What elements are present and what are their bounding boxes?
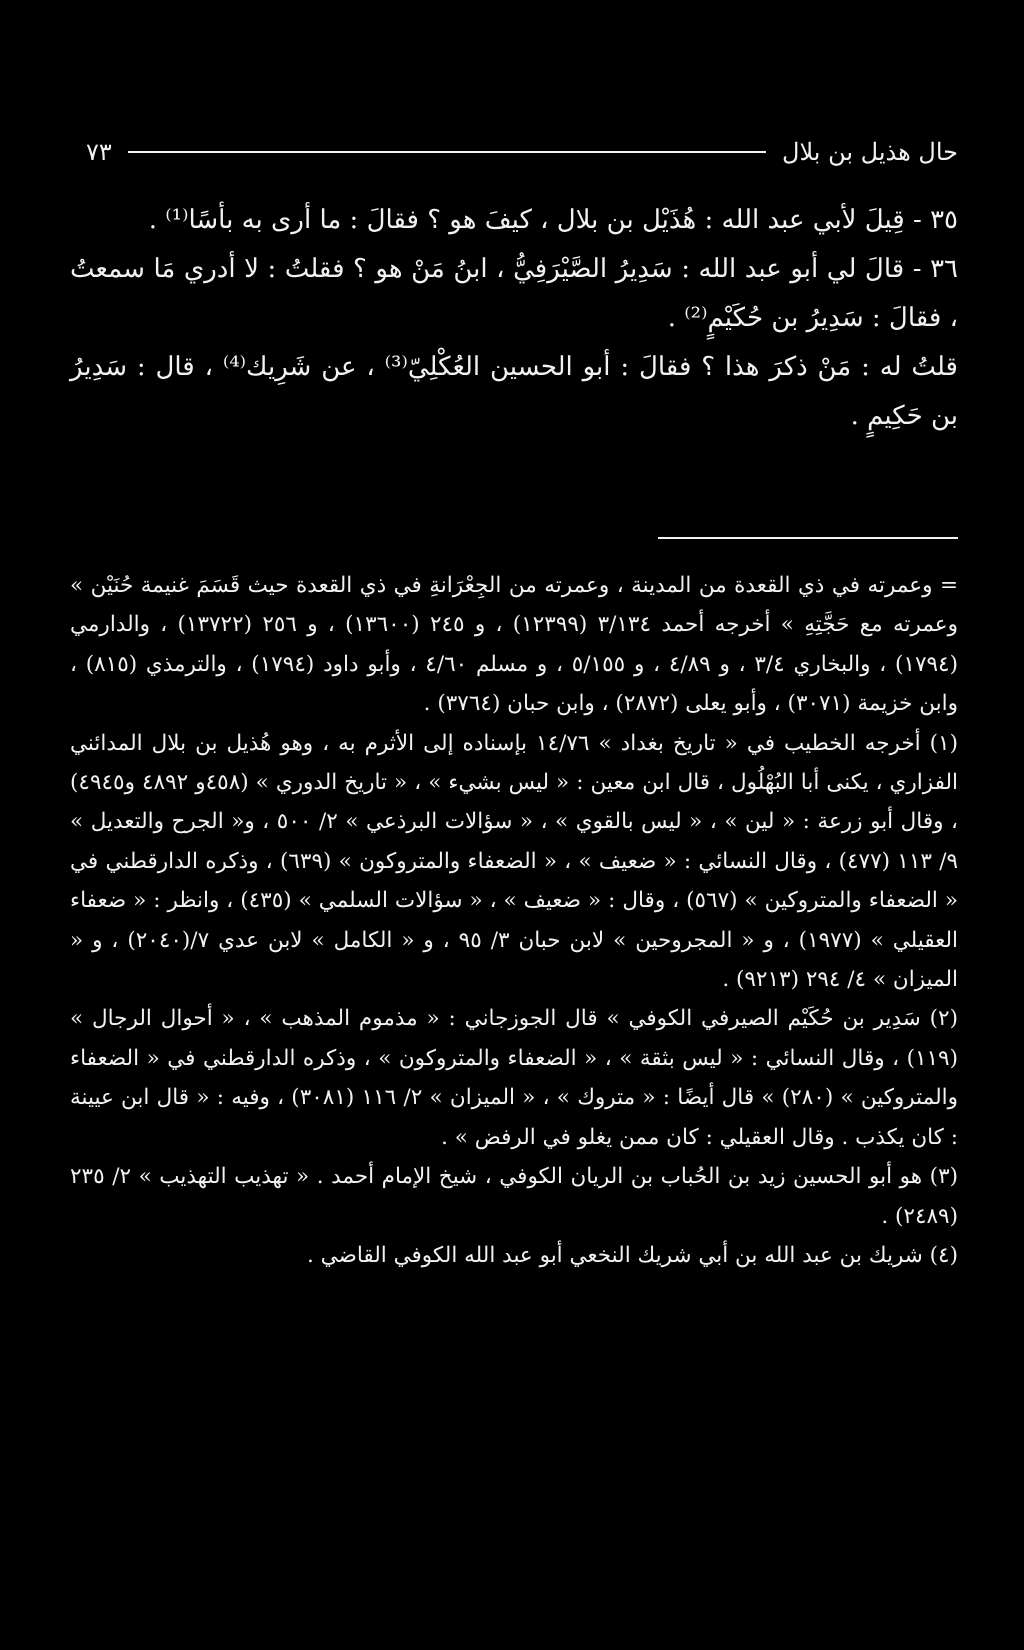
footnote-3: (٣) هو أبو الحسين زيد بن الحُباب بن الريان الكوفي ، شيخ الإمام أحمد . « تهذيب التهذيب » ٢/ ٢٣٥ (٢٤٨٩) . xyxy=(70,1164,959,1229)
footnote-4: (٤) شريك بن عبد الله بن أبي شريك النخعي أبو عبد الله الكوفي القاضي . xyxy=(306,1242,958,1268)
narration-36-continuation: قلتُ له : مَنْ ذكرَ هذا ؟ فقالَ : أبو الحسين العُكْلِيّ⁽³⁾ ، عن شَرِيك⁽⁴⁾ ، قال : سَدِيرُ بن حَكِيمٍ . xyxy=(70,352,958,431)
page-header xyxy=(86,138,958,166)
running-title: حال هذيل بن بلال xyxy=(782,138,958,166)
narration-36: ٣٦ - قالَ لي أبو عبد الله : سَدِيرُ الصَّيْرَفِيُّ ، ابنُ مَنْ هو ؟ فقلتُ : لا أدري مَا سمعتُ ، فقالَ : سَدِيرُ بن حُكَيْمٍ⁽²⁾ . xyxy=(70,254,958,333)
footnote-continued: = وعمرته في ذي القعدة من المدينة ، وعمرته من الجِعْرَانةِ في ذي القعدة حيث قَسَمَ غنيمة حُنَيْن » وعمرته مع حَجَّتِهِ » أخرجه أحمد ٣/١٣٤ (١٢٣٩٩) ، و ٢٤٥ (١٣٦٠٠) ، و ٢٥٦ (١٣٧٢٢) ، والدارمي (١٧٩٤) ، والبخاري ٣/٤ ، و ٤/٨٩ ، و ٥/١٥٥ ، و مسلم ٤/٦٠ ، وأبو داود (١٧٩٤) ، والترمذي (٨١٥) ، وابن خزيمة (٣٠٧١) ، وأبو يعلى (٢٨٧٢) ، وابن حبان (٣٧٦٤) . xyxy=(70,573,958,717)
footnote-divider xyxy=(658,537,958,539)
narration-35: ٣٥ - قِيلَ لأبي عبد الله : هُذَيْل بن بلال ، كيفَ هو ؟ فقالَ : ما أرى به بأسًا⁽¹⁾ . xyxy=(148,205,958,235)
footnote-1: (١) أخرجه الخطيب في « تاريخ بغداد » ١٤/٧٦ بإسناده إلى الأثرم به ، وهو هُذيل بن بلال المدائني الفزاري ، يكنى أبا البُهْلُول ، قال ابن معين : « ليس بشيء » ، « تاريخ الدوري » (٤٥٨و ٤٨٩٢ و٤٩٤٥) ، وقال أبو زرعة : « لين » ، « ليس بالقوي » ، « سؤالات البرذعي » ٢/ ٥٠٠ ، و« الجرح والتعديل » ٩/ ١١٣ (٤٧٧) ، وقال النسائي : « ضعيف » ، « الضعفاء والمتروكون » (٦٣٩) ، وذكره الدارقطني في « الضعفاء والمتروكين » (٥٦٧) ، وقال : « ضعيف » ، « سؤالات السلمي » (٤٣٥) ، وانظر : « ضعفاء العقيلي » (١٩٧٧) ، و « المجروحين » لابن حبان ٣/ ٩٥ ، و « الكامل » لابن عدي ٧/(٢٠٤٠) ، و « الميزان » ٤/ ٢٩٤ (٩٢١٣) . xyxy=(70,730,959,993)
main-text xyxy=(70,196,958,441)
footnote-2: (٢) سَدِير بن حُكَيْم الصيرفي الكوفي » قال الجوزجاني : « مذموم المذهب » ، « أحوال الرجال » (١١٩) ، وقال النسائي : « ليس بثقة » ، « الضعفاء والمتروكون » ، وذكره الدارقطني في « الضعفاء والمتروكين » (٢٨٠) » قال أيضًا : « متروك » ، « الميزان » ٢/ ١١٦ (٣٠٨١) ، وفيه : « قال ابن عيينة : كان يكذب . وقال العقيلي : كان ممن يغلو في الرفض » . xyxy=(70,1006,958,1150)
footnotes xyxy=(70,566,958,1275)
header-rule xyxy=(128,151,766,153)
page-number: ٧٣ xyxy=(86,138,112,166)
